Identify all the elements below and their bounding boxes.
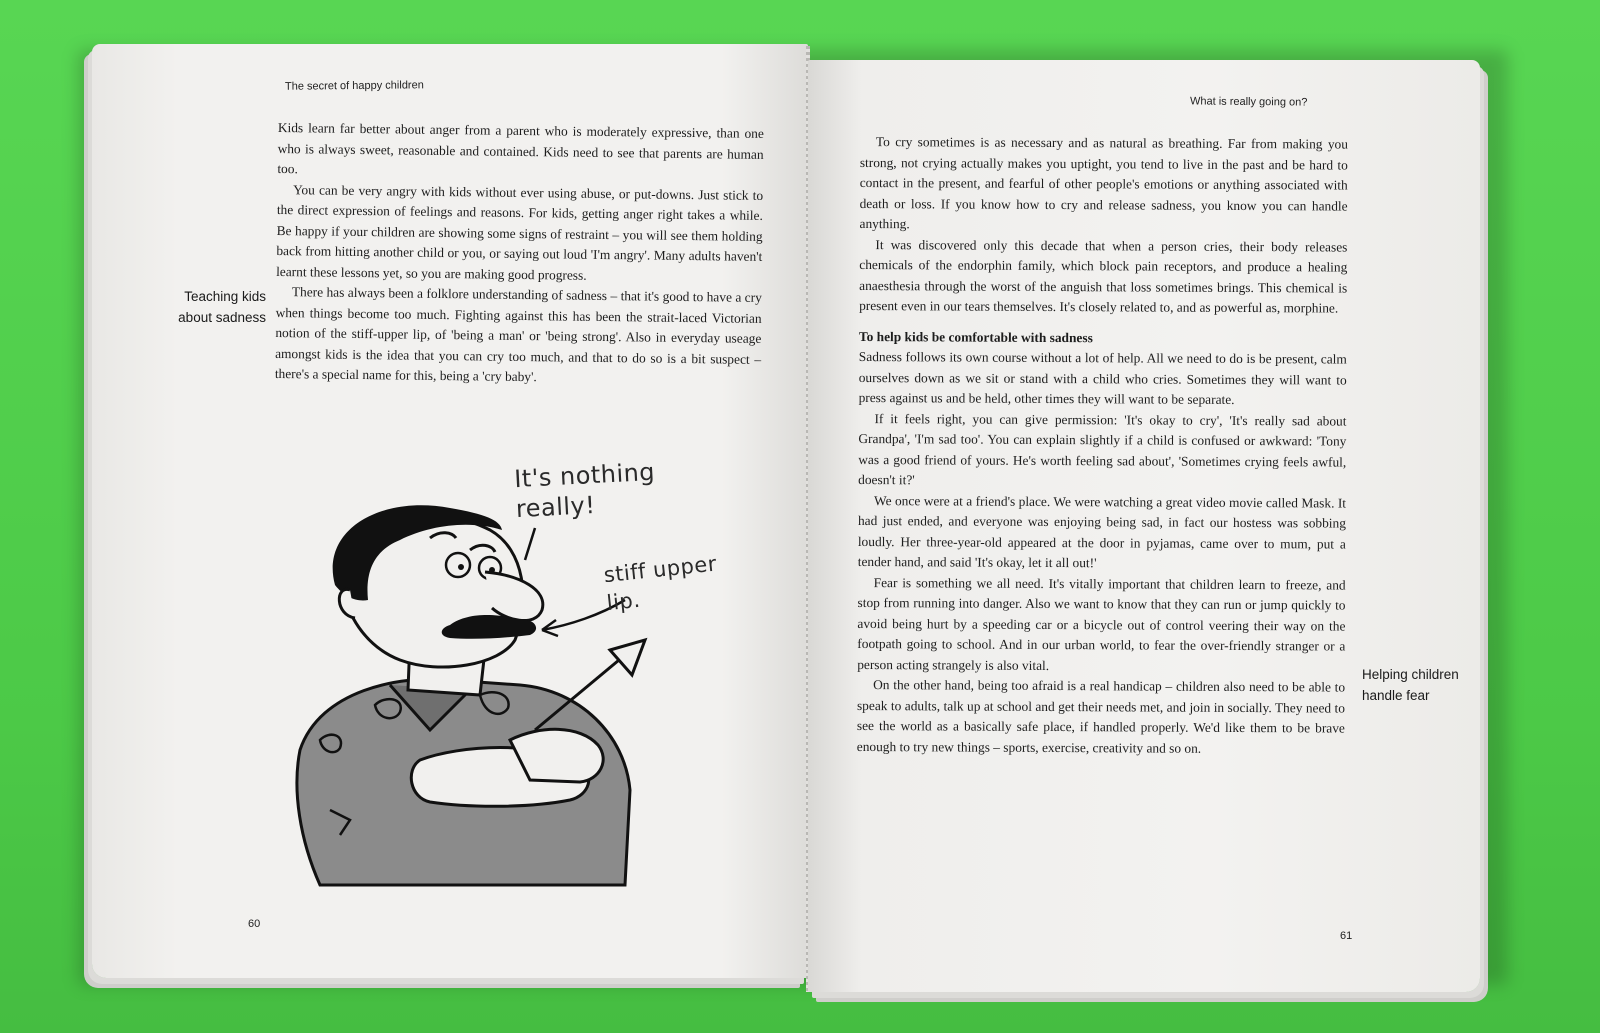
- cartoon-caption-text: stiff upper lip.: [602, 551, 718, 616]
- left-page-number: 60: [248, 918, 261, 930]
- right-paragraph-1: To cry sometimes is as necessary and as natural as breathing. Far from making you strong, not crying actually makes you uptight, you tend to live in the past and be hard to contact in the present, and fearful of other people's emotions or anything associated with death or loss. If you know how to cry and release sadness, you know you can handle anything.: [859, 134, 1348, 232]
- left-paragraph-2: You can be very angry with kids without ever using abuse, or put-downs. Just stick to the direct expression of feelings and reasons. For kids, getting anger right takes a while. Be happy if your children are showing some signs of restraint – you will see them holding back from hitting another child or you, or saying out loud 'I'm angry'. Many adults haven't learnt these lessons yet, so you are making good progress.: [276, 181, 764, 283]
- right-page-number: 61: [1340, 930, 1353, 942]
- right-paragraph-6: Fear is something we all need. It's vitally important that children learn to freeze, and stop from running into danger. Also we want to know that they can run or jump quickly to avoid being hurt by a speeding car or a bicycle out of control veering their way on the footpath going to school. And in our urban world, to fear the over-friendly stranger or a person acting strangely is also vital.: [857, 574, 1346, 673]
- right-paragraph-7: On the other hand, being too afraid is a real handicap – children also need to be able to speak to adults, talk up at school and get their needs met, and join in socially. They need to see the world as a basically safe place, if handled properly. We'd like them to be brave enough to try new things – sports, exercise, creativity and so on.: [856, 677, 1346, 756]
- right-paragraph-2: It was discovered only this decade that when a person cries, their body releases chemicals of the endorphin family, which block pain receptors, and produce a healing anaesthesia through the worst of the anguish that loss sometimes brings. This chemical is present even in our tears themselves. It's closely related to, and as powerful as, morphine.: [859, 236, 1348, 316]
- left-margin-note: Teaching kids about sadness: [178, 289, 266, 325]
- right-running-head: What is really going on?: [1189, 95, 1308, 109]
- right-paragraph-4: If it feels right, you can give permission: 'It's okay to cry', 'It's really sad about Grandpa', 'I'm sad too'. You can explain slightly if a child is confused or awkward: 'Tony was a good friend of yours. He's worth feeling sad about', 'Sometimes crying feels awful, doesn't it?': [858, 410, 1347, 488]
- right-paragraph-3: Sadness follows its own course without a lot of help. All we need to do is be present, calm ourselves down as we sit or stand with a child who cries. Sometimes they will want to press against us and be held, other times they will want to be separate.: [858, 348, 1347, 407]
- right-text-block: [857, 132, 1348, 760]
- right-paragraph-5: We once were at a friend's place. We were watching a great video movie called Mask. It had just ended, and everyone was enjoying being sad, in fact our hostess was sobbing loudly. Her three-year-old appeared at the door in pyjamas, came over to mum, put a tender hand, and said 'It's okay, let it all out!': [857, 492, 1347, 571]
- left-running-head: The secret of happy children: [284, 79, 424, 93]
- left-paragraph-3: There has always been a folklore understanding of sadness – that it's good to have a cry when things become too much. Fighting against this has been the strait-laced Victorian notion of the stiff-upper lip, of 'being a man' or 'being strong'. Also in everyday useage amongst kids is the idea that you can cry too much, and that to do so is a bit suspect – there's a special name for this, being a 'cry baby'.: [274, 284, 762, 385]
- right-margin-note: Helping children handle fear: [1362, 667, 1459, 703]
- left-paragraph-1: Kids learn far better about anger from a parent who is moderately expressive, than one who is always sweet, reasonable and contained. Kids need to see that parents are human too.: [277, 119, 764, 177]
- right-subheading: To help kids be comfortable with sadness: [858, 328, 1093, 345]
- cartoon-speech-text: It's nothing really!: [513, 457, 656, 524]
- left-text-block: [275, 118, 764, 390]
- stiff-upper-lip-cartoon: [280, 490, 750, 890]
